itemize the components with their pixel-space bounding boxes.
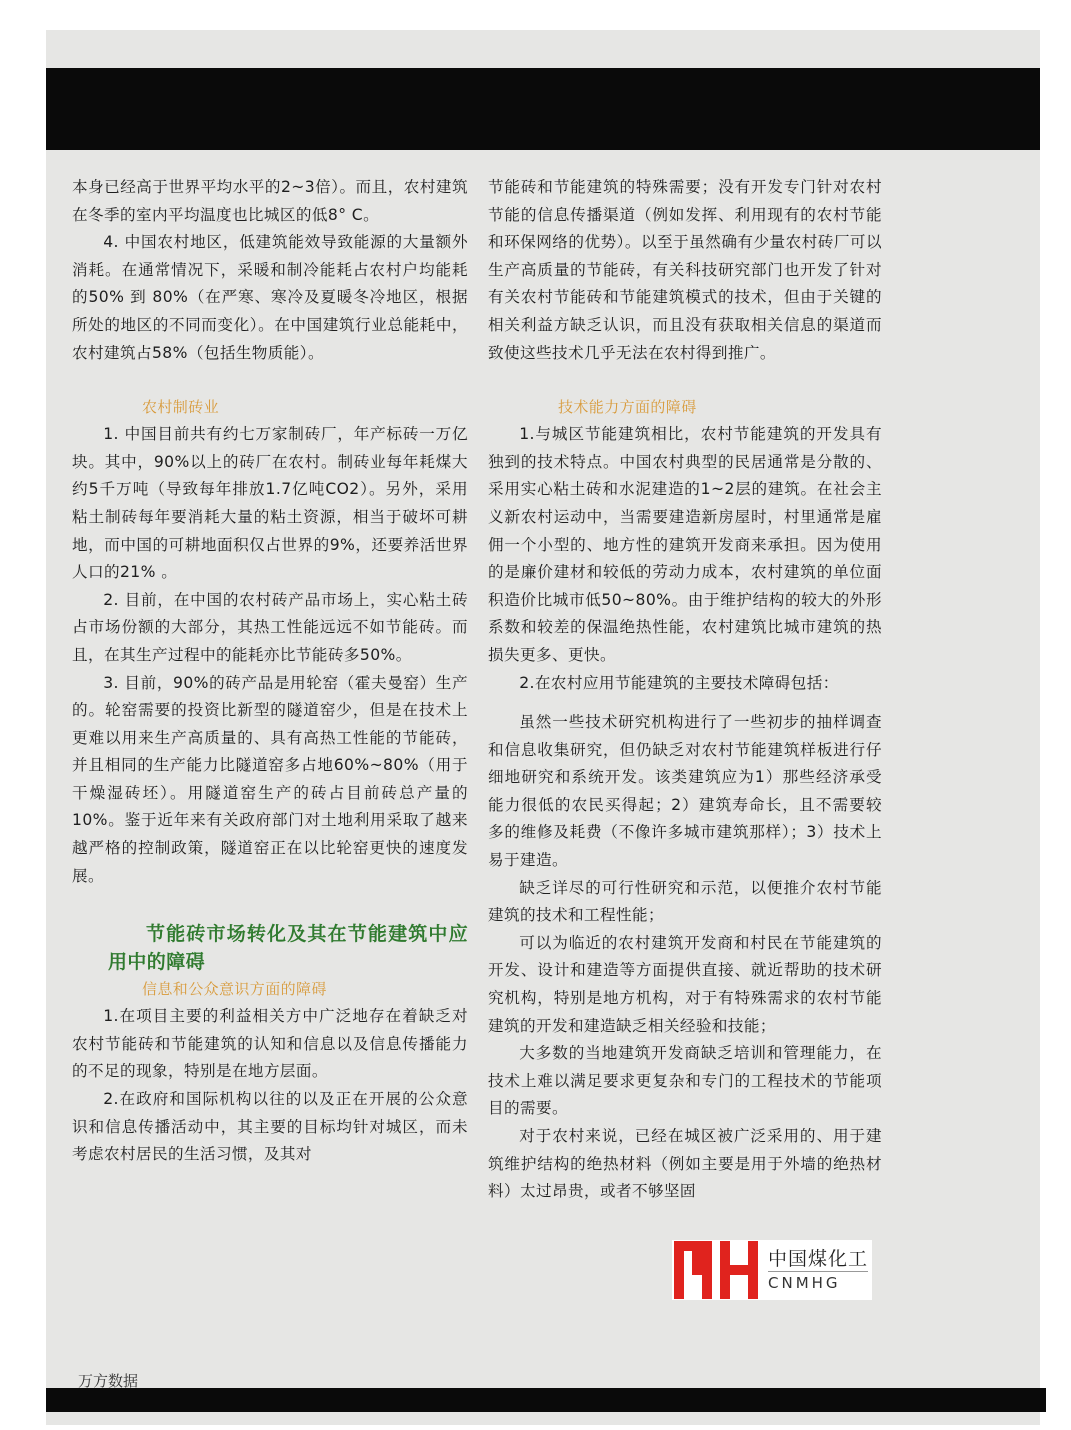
footer-bar [46, 1388, 1046, 1412]
paragraph: 本身已经高于世界平均水平的2~3倍）。而且，农村建筑在冬季的室内平均温度也比城区的低8° C。 [72, 178, 468, 224]
paragraph: 2.在政府和国际机构以往的以及正在开展的公众意识和信息传播活动中，其主要的目标均针对城区，而未考虑农村居民的生活习惯，及其对 [72, 1090, 468, 1164]
paragraph: 2.在农村应用节能建筑的主要技术障碍包括： [519, 673, 839, 692]
footer-text: 万方数据 [78, 1372, 139, 1388]
header-bar [46, 68, 1040, 150]
paragraph: 虽然一些技术研究机构进行了一些初步的抽样调查和信息收集研究，但仍缺乏对农村节能建筑样板进行仔细地研究和系统开发。该类建筑应为1）那些经济承受能力很低的农民买得起；2）建筑寿命长，且不需要较多的维修及耗费（不像许多城市建筑那样）；3）技术上易于建造。 [488, 713, 882, 870]
paragraph: 可以为临近的农村建筑开发商和村民在节能建筑的开发、设计和建造等方面提供直接、就近帮助的技术研究机构，特别是地方机构，对于有特殊需求的农村节能建筑的开发和建造缺乏相关经验和技能； [488, 933, 882, 1035]
paragraph: 1.在项目主要的利益相关方中广泛地存在着缺乏对农村节能砖和节能建筑的认知和信息以及信息传播能力的不足的现象，特别是在地方层面。 [72, 1007, 468, 1081]
paragraph: 大多数的当地建筑开发商缺乏培训和管理能力，在技术上难以满足要求更复杂和专门的工程技术的节能项目的需要。 [488, 1044, 882, 1118]
section-title: 节能砖市场转化及其在节能建筑中应用中的障碍 [108, 923, 468, 974]
subheading: 技术能力方面的障碍 [558, 398, 697, 417]
paragraph: 2. 目前，在中国的农村砖产品市场上，实心粘土砖占市场份额的大部分，其热工性能远远不如节能砖。而且，在其生产过程中的能耗亦比节能砖多50%。 [72, 590, 468, 664]
paragraph: 4. 中国农村地区，低建筑能效导致能源的大量额外消耗。在通常情况下，采暖和制冷能耗占农村户均能耗的50% 到 80%（在严寒、寒冷及夏暖冬冷地区，根据所处的地区的不同而变化）。在中国建筑行业总能耗中，农村建筑占58%（包括生物质能）。 [72, 233, 468, 362]
subheading: 农村制砖业 [142, 398, 220, 417]
logo-chinese-text: 中国煤化工 [768, 1247, 869, 1270]
subheading: 信息和公众意识方面的障碍 [142, 980, 327, 999]
right-column [488, 174, 882, 1206]
watermark-logo [672, 1240, 872, 1300]
cnmhg-logo-icon [674, 1241, 760, 1299]
paragraph: 3. 目前，90%的砖产品是用轮窑（霍夫曼窑）生产的。轮窑需要的投资比新型的隧道窑少，但是在技术上更难以用来生产高质量的、具有高热工性能的节能砖，并且相同的生产能力比隧道窑多占地60%~80%（用于干燥湿砖坯）。用隧道窑生产的砖占目前砖总产量的10%。鉴于近年来有关政府部门对土地利用采取了越来越严格的控制政策，隧道窑正在以比轮窑更快的速度发展。 [72, 673, 468, 885]
paragraph: 缺乏详尽的可行性研究和示范，以便推介农村节能建筑的技术和工程性能； [488, 878, 882, 925]
paragraph: 1. 中国目前共有约七万家制砖厂，年产标砖一万亿块。其中，90%以上的砖厂在农村。制砖业每年耗煤大约5千万吨（导致每年排放1.7亿吨CO2）。另外，采用粘土制砖每年要消耗大量的粘土资源，相当于破坏可耕地，而中国的可耕地面积仅占世界的9%，还要养活世界人口的21% 。 [72, 425, 468, 582]
logo-english-text: CNMHG [768, 1271, 868, 1294]
paragraph: 节能砖和节能建筑的特殊需要；没有开发专门针对农村节能的信息传播渠道（例如发挥、利用现有的农村节能和环保网络的优势）。以至于虽然确有少量农村砖厂可以生产高质量的节能砖，有关科技研究部门也开发了针对有关农村节能砖和节能建筑模式的技术，但由于关键的相关利益方缺乏认识，而且没有获取相关信息的渠道而致使这些技术几乎无法在农村得到推广。 [488, 178, 882, 362]
left-column [72, 174, 468, 1169]
paragraph: 对于农村来说，已经在城区被广泛采用的、用于建筑维护结构的绝热材料（例如主要是用于外墙的绝热材料）太过昂贵，或者不够坚固 [488, 1127, 882, 1201]
paragraph: 1.与城区节能建筑相比，农村节能建筑的开发具有独到的技术特点。中国农村典型的民居通常是分散的、采用实心粘土砖和水泥建造的1~2层的建筑。在社会主义新农村运动中，当需要建造新房屋时，村里通常是雇佣一个小型的、地方性的建筑开发商来承担。因为使用的是廉价建材和较低的劳动力成本，农村建筑的单位面积造价比城市低50~80%。由于维护结构的较大的外形系数和较差的保温绝热性能，农村建筑比城市建筑的热损失更多、更快。 [488, 425, 882, 664]
